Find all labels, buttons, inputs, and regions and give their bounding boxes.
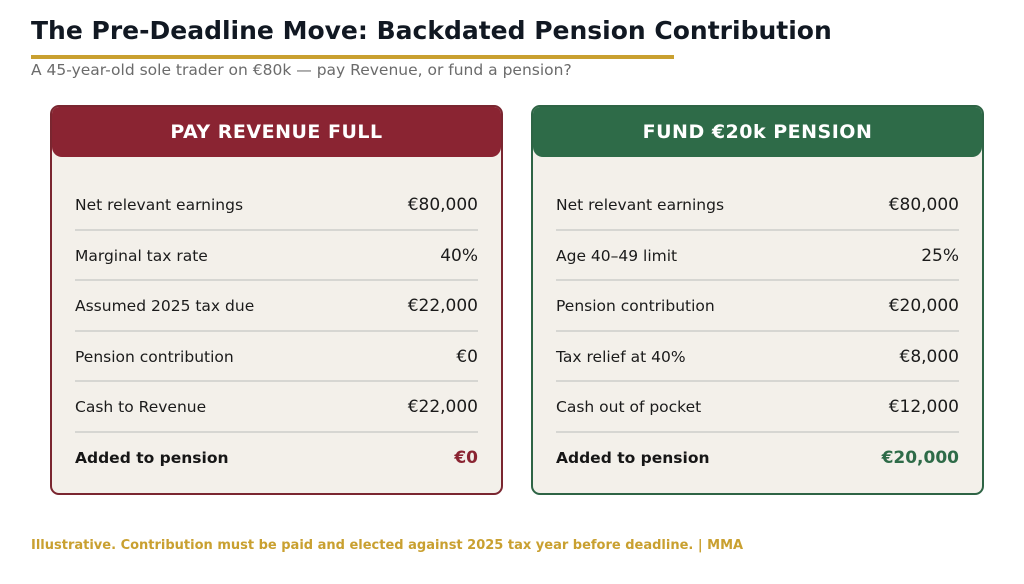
total-label: Added to pension (75, 448, 229, 467)
table-row (556, 381, 959, 432)
row-label: Net relevant earnings (556, 196, 725, 215)
footer-note: Illustrative. Contribution must be paid and elected against 2025 tax year before deadline. | MMA (31, 538, 744, 553)
row-label: Pension contribution (75, 347, 234, 366)
total-row (75, 432, 478, 483)
fund-pension-card-header: FUND €20k PENSION (533, 107, 982, 157)
row-value: €12,000 (888, 397, 959, 418)
fund-pension-card (531, 105, 984, 495)
total-value: €20,000 (881, 447, 959, 468)
table-row (556, 179, 959, 230)
row-label: Cash to Revenue (75, 398, 207, 417)
row-label: Net relevant earnings (75, 196, 244, 215)
table-row (75, 331, 478, 382)
table-row (75, 230, 478, 281)
pay-revenue-card-header: PAY REVENUE FULL (52, 107, 501, 157)
total-value: €0 (454, 447, 478, 468)
row-label: Assumed 2025 tax due (75, 297, 255, 316)
table-row (556, 230, 959, 281)
table-row (556, 331, 959, 382)
row-label: Cash out of pocket (556, 398, 702, 417)
row-label: Tax relief at 40% (556, 347, 686, 366)
row-label: Marginal tax rate (75, 246, 208, 265)
row-value: €80,000 (407, 195, 478, 216)
total-row (556, 432, 959, 483)
row-value: €8,000 (899, 346, 959, 367)
title-underline (31, 55, 674, 59)
row-value: 40% (440, 245, 478, 266)
fund-pension-rows (556, 179, 959, 482)
row-value: 25% (921, 245, 959, 266)
pay-revenue-card (50, 105, 503, 495)
pay-revenue-rows (75, 179, 478, 482)
row-label: Age 40–49 limit (556, 246, 678, 265)
row-value: €22,000 (407, 397, 478, 418)
table-row (75, 280, 478, 331)
page-title: The Pre-Deadline Move: Backdated Pension Contribution (31, 16, 832, 45)
row-value: €22,000 (407, 296, 478, 317)
row-value: €0 (456, 346, 478, 367)
table-row (556, 280, 959, 331)
row-label: Pension contribution (556, 297, 715, 316)
row-value: €20,000 (888, 296, 959, 317)
table-row (75, 381, 478, 432)
table-row (75, 179, 478, 230)
total-label: Added to pension (556, 448, 710, 467)
row-value: €80,000 (888, 195, 959, 216)
page-subtitle: A 45-year-old sole trader on €80k — pay Revenue, or fund a pension? (31, 61, 572, 79)
